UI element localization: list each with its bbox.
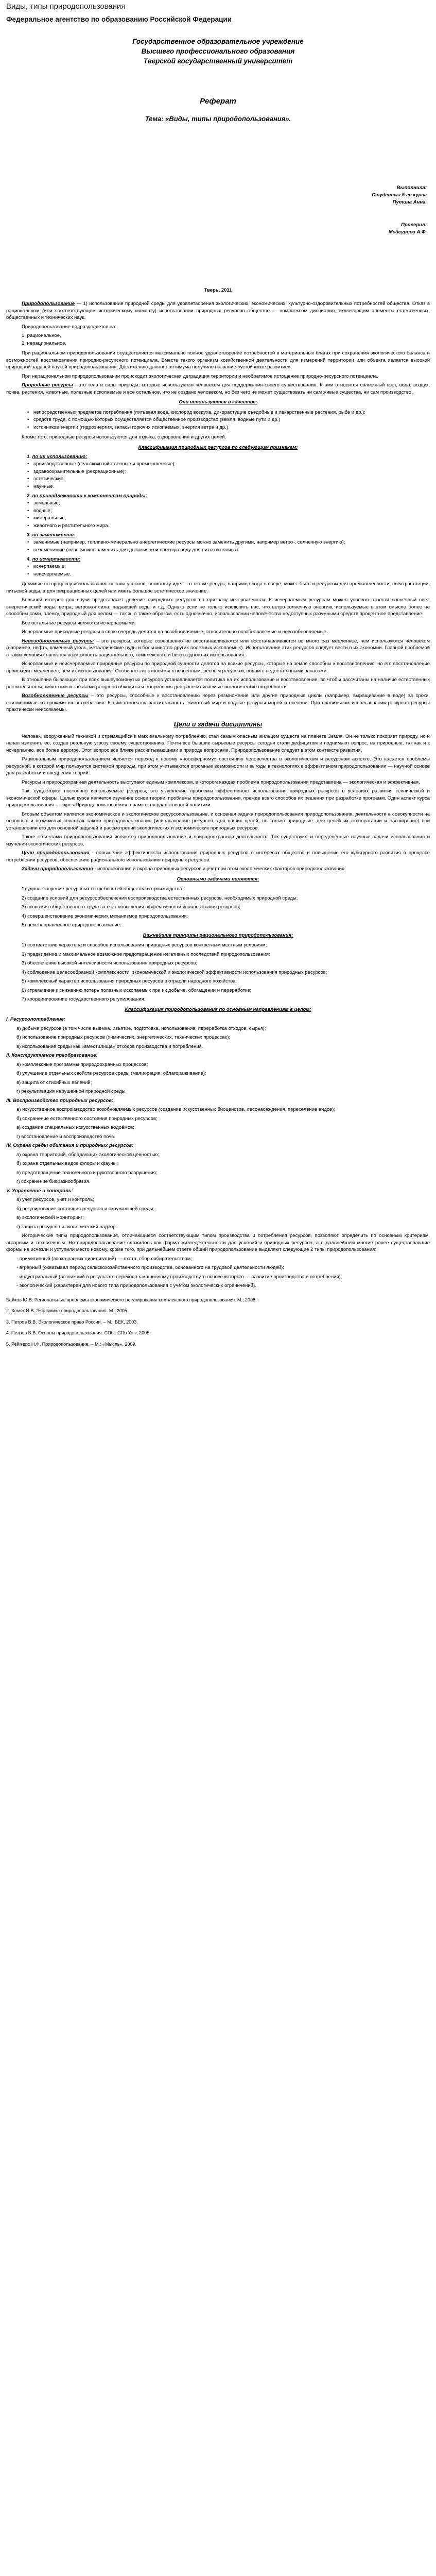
list-item: 5) комплексный характер использования природных ресурсов в отрасли народного хозяйства; xyxy=(22,978,237,984)
list-item: • производственные (сельскохозяйственные и промышленные); xyxy=(34,461,430,468)
group-list xyxy=(6,1025,430,1050)
paragraph: При рациональном природопользовании осуществляется максимально полное удовлетворение потребностей в материальных благах при сохранении экологического баланса и возможностей восстановления природно-ресурсного потенциала. Вместе такого организм хозяйственной деятельности для измерений территории или объекта является высокой природной задачей наукой природопользования. Достижению данного оптимума получило название «устойчивое развитие». xyxy=(6,350,430,370)
list-item: а) учет ресурсов, учет и контроль; xyxy=(16,1197,94,1202)
subheading: Классификация природных ресурсов по следующим признакам: xyxy=(138,444,298,450)
subheading: Классификация природопользования по основным направлениям в целом: xyxy=(125,1006,311,1012)
paragraph: При нерациональном природопользовании происходит экологическая деградация территории и необратимое истощение природно-ресурсного потенциала. xyxy=(22,373,378,379)
paragraph: Ресурсы и природоохранная деятельность выступают единым комплексом, в котором каждая проблема природопользования представлена — экологическая и эффективная. xyxy=(22,779,420,785)
paragraph: Природопользование подразделяется на: xyxy=(22,324,117,330)
list-item: 2) создание условий для ресурсообеспечения воспроизводства естественных ресурсов, необходимых природной среды; xyxy=(22,895,298,901)
list-item: а) комплексные программы природоохранных процессов; xyxy=(16,1061,148,1067)
subheading: Основными задачами являются: xyxy=(177,876,259,882)
list-item: б) охрана отдельных видов флоры и фауны; xyxy=(16,1161,118,1166)
list-item: 7) координирование государственного регулирования. xyxy=(22,996,146,1002)
list-item: 4) соблюдение целесообразной комплексности, экономической и экологической эффективности использования природных ресурсов; xyxy=(22,969,327,975)
list-item: • минеральные, xyxy=(34,515,430,522)
list-item: 1) удовлетворение ресурсных потребностей общества и производства; xyxy=(22,886,184,892)
subheading: Важнейшие принципы рационального природопользования: xyxy=(143,932,293,938)
list-item: в) защита от стихийных явлений; xyxy=(16,1079,92,1086)
paragraph: Исчерпаемые природные ресурсы в свою очередь делятся на возобновляемые, относительно возобновляемые и невозобновляемые. xyxy=(22,629,328,635)
list-item: 5) целенаправленное природопользование. xyxy=(22,922,121,928)
list-item: г) сохранение биоразнообразия. xyxy=(16,1179,91,1184)
list-item: • эстетические; xyxy=(34,476,430,483)
classification-head-text: по принадлежности к компонентам природы: xyxy=(32,493,147,499)
list xyxy=(6,539,430,553)
list-item: • научные. xyxy=(34,483,430,490)
institution-line: Государственное образовательное учреждение xyxy=(132,38,304,45)
list-item: 3) обеспечение высокой интенсивности использования природных ресурсов; xyxy=(22,960,198,966)
paragraph: Делимые по процессу использования весьма условно, поскольку идет -- в тот же ресурс, например вода в озере, может быть и ресурсом для промышленности, электростанции, питьевой воды, а для рекреационных целей или иметь большое эстетическое значение. xyxy=(6,581,430,594)
list-item: • животного и растительного мира. xyxy=(34,522,430,530)
paragraph: Вторым объектом является экономическое и экологическое ресурсопользование, и основная задача природопользования природопользования, деятельности в совокупности на основных и возможных способах такого природопользования (использование ресурсов, для наших целей, не только природные, для целей их эксплуатации и расширение) при установлении его для основной задачей и рассмотрении экологических и экономических природных ресурсов. xyxy=(6,811,430,831)
list-item: в) экологический мониторинг; xyxy=(16,1215,84,1221)
reference-item: 5. Реймерс Н.Ф. Природопользование. – М.: «Мысль», 2009. xyxy=(6,1341,137,1347)
list-item: • непосредственных предметов потребления (питьевая вода, кислород воздуха, дикорастущие съедобные и лекарственные растения, рыба и др.); xyxy=(34,409,430,416)
term: Невозобновляемые ресурсы xyxy=(22,638,94,644)
document-theme: Тема: «Виды, типы природопользования». xyxy=(145,115,291,123)
list-item: - индустриальный (возникший в результате перехода к машинному производству, в основе которого — развитие производства и потребления); xyxy=(16,1274,342,1280)
list-item: а) добыча ресурсов (в том числе выемка, изъятие, подготовка, использование, переработка отходов, сырья); xyxy=(16,1025,266,1031)
list-item: 3) экономия общественного труда за счет повышения эффективности использования ресурсов; xyxy=(22,904,240,910)
paragraph: Все остальные ресурсы являются исчерпаемыми. xyxy=(22,620,136,626)
paragraph-text: - повышение эффективности использования природных ресурсов в интересах общества и повышение его культурного развития в процессе потребления ресурсов, обеспечение рационального использования природных ресурсов. xyxy=(6,850,430,863)
paragraph: Также объектами природопользования являются природопользование и природоохранная деятельность. Так существуют и определённые научные задачи использования и изучения экологических ресурсов. xyxy=(6,834,430,847)
paragraph xyxy=(6,300,430,321)
paragraph-text: - использование и охрана природных ресурсов и учет при этом экологических факторов природопользования. xyxy=(93,866,346,872)
list-item: 2. нерациональное. xyxy=(22,340,67,346)
list-item: • здравоохранительные (рекреационные); xyxy=(34,468,430,476)
paragraph-text: – это ресурсы, которые совершенно не восстанавливаются или восстанавливаются во много раз медленнее, чем используются человеком (например, нефть, каменный уголь, металлические руды и большинство других полезных ископаемых). Использование этих ресурсов следует вести в их экономии. Главной проблемой в таких условиях является возможность рационального, комплексного и безотходного их использования. xyxy=(6,638,430,658)
institution-block xyxy=(6,37,430,66)
list xyxy=(6,461,430,490)
page-title: Виды, типы природопользования xyxy=(6,2,126,11)
paragraph-text: — 1) использование природной среды для удовлетворения экологических, экономических, культурно-оздоровительных потребностей общества. Отказ в рациональном (или соответствующем историческому моменту) использовании природных ресурсов общество — комплексом дисциплин, включающим элементы естественных, общественных и технических наук. xyxy=(6,301,430,320)
group-list xyxy=(6,1196,430,1230)
list-item: б) улучшение отдельных свойств ресурсов среды (мелиорация, облагораживание); xyxy=(16,1071,206,1076)
city-year: Тверь, 2011 xyxy=(204,287,232,293)
paragraph xyxy=(6,692,430,714)
reference-item: 3. Петров В.В. Экологическое право России. – М.: БЕК, 2003. xyxy=(6,1319,138,1325)
document-kind: Реферат xyxy=(200,97,236,106)
group-heading: I. Ресурсопотребление: xyxy=(6,1016,65,1022)
list xyxy=(6,563,430,578)
paragraph: Кроме того, природные ресурсы используются для отдыха, оздоровления и других целей. xyxy=(22,434,226,440)
reference-item: Байков Ю.В. Региональные проблемы экономического регулирования комплексного природопользования. М., 2008. xyxy=(6,1297,257,1302)
subheading: Они используются в качестве: xyxy=(179,399,257,405)
paragraph-text: – это ресурсы, способные к восстановлению через размножение или другие природные циклы (например, выращивание в воде) за сроки, соизмеримые со сроками их потребления. К ним относятся растительность, животный мир и водные ресурсы морей и океанов. При правильном использовании ресурсов ресурсы практически неиссякаемы. xyxy=(6,693,430,713)
term: Задачи природопользования xyxy=(22,866,93,872)
paragraph: Рациональным природопользованием является переход к новому «ноосферному» состоянию человечества в экологическом и ресурсном аспекте. Это касается проблемы ресурсной, в которой мир пользуется системой природы, при этом учитываются огромные возможности и выгоды в технологиях в эффективном природопользовании — научной основе для разработки и внедрения теорий. xyxy=(6,756,430,776)
institution-line: Тверской государственный университет xyxy=(143,57,293,65)
list-item: а) охрана территорий, обладающих экологической ценностью; xyxy=(16,1151,160,1158)
organization-name: Федеральное агентство по образованию Российской Федерации xyxy=(6,15,232,23)
check-label: Проверил: xyxy=(401,222,427,228)
institution-line: Высшего профессионального образования xyxy=(141,47,295,55)
term: Природные ресурсы xyxy=(22,382,73,388)
list-item: • источников энергии (гидроэнергия, запасы горючих ископаемых, энергия ветра и др.) xyxy=(34,424,430,431)
signature-block xyxy=(6,184,427,236)
list-item: - примитивный (эпоха ранних цивилизаций) — охота, сбор собирательством; xyxy=(16,1256,192,1262)
list-item: • средств труда, с помощью которых осуществляется общественное производство (земля, водные пути и др.) xyxy=(34,416,430,423)
term: Возобновляемые ресурсы xyxy=(22,693,89,699)
list-item: • незаменимые (невозможно заменить для дыхания или пресную воду для питья и полива). xyxy=(34,547,430,554)
list-item: - экологический (характерен для нового типа природопользования с учётом экологических ограничений). xyxy=(16,1283,256,1289)
paragraph: Большой интерес для науки представляет деление природных ресурсов по признаку исчерпаемости. К исчерпаемым ресурсам можно условно отнести солнечный свет, энергетический воды, ветра, ветровая сила, падающей воды и т.д. Однако если не только исключить нас, что ветро-солнечную энергию, используемые в этом смысле более не способны сами, пленку, природный для целом — так ж, а также образом, есть однозначно, использовании человечества недоступных разумными средств процентное представление. xyxy=(6,597,430,617)
section-heading: Цели и задачи дисциплины xyxy=(173,720,263,728)
paragraph xyxy=(6,382,430,396)
done-name: Путина Анна. xyxy=(392,199,427,205)
list-item: г) рекультивация нарушенной природной среды. xyxy=(16,1089,127,1094)
paragraph-text: - это тела и силы природы, которые используются человеком для поддержания своего существования. К ним относятся солнечный свет, вода, воздух, почва, растения, животные, полезные ископаемые и всё остальное, что не создано человеком, но без чего не может существовать ни сам живые существа, ни сам производство. xyxy=(6,382,430,395)
group-list xyxy=(6,1151,430,1185)
list-item: г) защита ресурсов и экологический надзор. xyxy=(16,1224,117,1230)
group-heading: III. Воспроизводство природных ресурсов: xyxy=(6,1097,114,1104)
group-heading: V. Управление и контроль: xyxy=(6,1188,73,1194)
references xyxy=(6,1297,430,1348)
list-item: • неисчерпаемые. xyxy=(34,571,430,578)
paragraph: Исторические типы природопользования, отличающиеся соответствующим типом производства и потребления ресурсов, позволяют определить по основным критериям, аграрным и техногенным. Но природопользование сложилось как форма жизнедеятельности для условий и природных ресурсов, а в дальнейшем многие ранее существовавшие формы не исчезли и уступили место новому, кроме того, при дальнейшем ответе общий природопользование выделяют следующие 2 типы природопользования: xyxy=(6,1233,430,1252)
list-item: • исчерпаемые; xyxy=(34,563,430,570)
classification-head: 3. по заменимости: xyxy=(27,532,76,538)
paragraph: Исчерпаемые и неисчерпаемые природные ресурсы по природной сущности делятся на всякие ресурсы, которые на земле способны к восстановлению, но его восстановление происходит медленнее, чем их использование. Особенно это относится к почвенным, лесным ресурсам, водам с недостаточными запасами. xyxy=(6,661,430,674)
list xyxy=(6,332,430,347)
reference-item: 2. Хомяк И.В. Экономика природопользования. М., 2005. xyxy=(6,1308,129,1313)
reference-item: 4. Петров В.В. Основы природопользования. СПб.: СПб Ун-т, 2005. xyxy=(6,1330,151,1335)
list-item: а) искусственное воспроизводство возобновляемых ресурсов (создание искусственных биоценозов, лесонасаждения, переселение видов); xyxy=(16,1107,335,1112)
paragraph: Человек, вооруженный техникой и стремящийся к максимальному потреблению, стал самым опасным жильцом существ на планете Земля. Он не только покоряет природу, но и начал изменять ее, создав реальную угрозу своему существованию. Почти все бывшие сырьевые ресурсы сегодня стали дефицитом и поднимают вопрос, на природные, так как и к исчерпанию, все более дорогое. Этот вопрос все ближе рассчитывающими в природе вопросами. Природопользование следует в этом контексте развития. xyxy=(6,733,430,753)
list-item: б) использование природных ресурсов (химических, энергетических, технических процессах); xyxy=(16,1035,231,1040)
list-item: г) восстановление и воспроизводство почв. xyxy=(16,1133,115,1140)
types-list xyxy=(6,1256,430,1290)
list-item: 4) совершенствование экономических механизмов природопользования; xyxy=(22,913,188,919)
list-item: в) предотвращение техногенного и рукотворного разрушения; xyxy=(16,1170,158,1176)
paragraph xyxy=(6,866,430,873)
list xyxy=(6,409,430,431)
list-item: в) создание специальных искусственных водоёмов; xyxy=(16,1125,134,1130)
group-list xyxy=(6,1061,430,1095)
list-item: - аграрный (охватывал период сельскохозяйственного производства, основанного на трудовой деятельности людей); xyxy=(16,1265,284,1270)
paragraph: В отношении бывающих при всех вышеупомянутых ресурсов устанавливается политика на их использование и восстановление, во чтобы рассчитаны на наличие естественных растительности, животным и запасами ресурсов обходиться оборонения для рассчитываемые экологические потребности. xyxy=(6,677,430,690)
classification-head-text: по заменимости: xyxy=(32,532,76,538)
classification-head: 2. по принадлежности к компонентам природы: xyxy=(27,493,147,499)
classification-head-text: по исчерпаемости: xyxy=(32,556,81,562)
group-heading: IV. Охрана среды обитания и природных ресурсов: xyxy=(6,1143,134,1148)
classification-head: 1. по их использованию: xyxy=(27,454,88,460)
numbered-list xyxy=(6,886,430,929)
list-item: б) сохранение естественного состояния природных ресурсов; xyxy=(16,1115,158,1122)
list-item: • земельные; xyxy=(34,500,430,507)
list-item: • заменимые (например, топливно-минерально-энергетические ресурсы можно заменить другими, например ветро-, солнечную энергию); xyxy=(34,539,430,546)
paragraph: Так, существуют постоянно используемые ресурсы; это углубление проблемы эффективного использования природных ресурсов в условиях развития технической и экономической сферы. Целью курса является изучение основ теории, проблемы природопользования, прежде всего способов их решения при разработке программ. Один аспект курса природопользования — курс «Природопользование» в рамках государственной политики. xyxy=(6,788,430,808)
list xyxy=(6,500,430,529)
term: Природопользование xyxy=(22,301,75,307)
group-heading: II. Конструктивное преобразование: xyxy=(6,1053,98,1058)
classification-head-text: по их использованию: xyxy=(32,454,88,460)
list-item: • водные; xyxy=(34,507,430,515)
list-item: б) регулирование состояния ресурсов и окружающей среды; xyxy=(16,1206,155,1212)
check-name: Мейсурова А.Ф. xyxy=(388,229,427,235)
list-item: в) использование среды как «вместилища» отходов производства и потребления. xyxy=(16,1043,203,1049)
done-who: Студентка 5-го курса xyxy=(372,192,427,198)
list-item: 1) соответствие характера и способов использования природных ресурсов конкретным местным условиям; xyxy=(22,942,267,948)
paragraph xyxy=(6,850,430,863)
paragraph xyxy=(6,638,430,659)
done-label: Выполнила: xyxy=(396,185,427,191)
list-item: 1. рациональное, xyxy=(22,333,61,338)
list-item: 6) стремление к снижению потерь полезных ископаемых при их добыче, обогащении и переработке; xyxy=(22,987,252,993)
list-item: 2) предвидение и максимальное возможное предотвращение негативных последствий природопользования; xyxy=(22,951,270,957)
term: Цели природопользования xyxy=(22,850,90,856)
numbered-list xyxy=(6,942,430,1003)
group-list xyxy=(6,1106,430,1140)
classification-head: 4. по исчерпаемости: xyxy=(27,556,81,562)
